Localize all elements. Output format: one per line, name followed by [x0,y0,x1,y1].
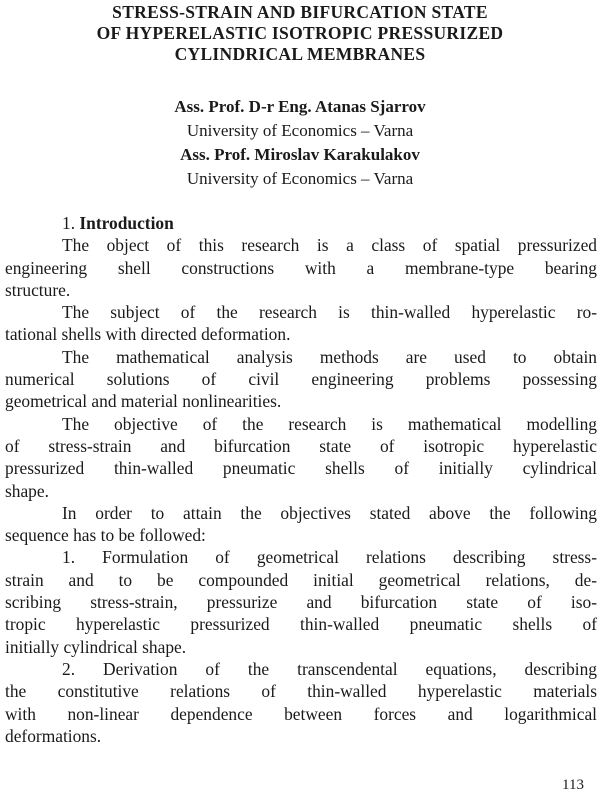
paragraphs [5,234,597,747]
text-line: initially cylindrical shape. [5,636,187,657]
text-line: sequence has to be followed: [5,525,206,546]
section-heading [62,212,597,234]
author-affiliation: University of Economics – Varna [186,169,414,188]
paper-title [0,2,600,65]
text-line: 2. Derivation of the transcendental equations, describing [62,658,597,679]
text-line: The subject of the research is thin-walled hyperelastic ro- [62,302,597,323]
title-line: CYLINDRICAL MEMBRANES [174,44,426,64]
text-line: of stress-strain and bifurcation state of isotropic hyperelastic [5,435,597,456]
author-name: Ass. Prof. Miroslav Karakulakov [180,145,420,164]
title-line: STRESS-STRAIN AND BIFURCATION STATE [112,2,488,22]
text-line: numerical solutions of civil engineering problems possessing [5,369,597,390]
paragraph [5,502,597,547]
text-line: engineering shell constructions with a membrane-type bearing [5,257,597,278]
section-title: Introduction [79,213,174,233]
text-line: structure. [5,279,71,300]
text-line: deformations. [5,725,102,746]
text-line: tational shells with directed deformation. [5,324,291,345]
text-line: pressurized thin-walled pneumatic shells of initially cylindrical [5,458,597,479]
text-line: The object of this research is a class of spatial pressurized [62,235,597,256]
body-text [5,212,597,747]
title-line: OF HYPERELASTIC ISOTROPIC PRESSURIZED [96,23,504,43]
page-number: 113 [562,777,584,793]
text-line: In order to attain the objectives stated above the following [62,502,597,523]
paragraph [5,413,597,502]
text-line: tropic hyperelastic pressurized thin-walled pneumatic shells of [5,614,597,635]
paragraph [5,301,597,346]
paragraph [5,346,597,413]
text-line: 1. Formulation of geometrical relations describing stress- [62,547,597,568]
text-line: shape. [5,480,49,501]
section-number: 1. [62,213,76,233]
text-line: The objective of the research is mathematical modelling [62,413,597,434]
paragraph [5,658,597,747]
paragraph [5,546,597,657]
text-line: with non-linear dependence between forces and logarithmical [5,703,597,724]
authors-block [0,95,600,191]
text-line: the constitutive relations of thin-walled hyperelastic materials [5,681,597,702]
text-line: strain and to be compounded initial geometrical relations, de- [5,569,597,590]
text-line: geometrical and material nonlinearities. [5,391,282,412]
author-affiliation: University of Economics – Varna [186,121,414,140]
author-name: Ass. Prof. D-r Eng. Atanas Sjarrov [174,97,426,116]
text-line: The mathematical analysis methods are used to obtain [62,346,597,367]
text-line: scribing stress-strain, pressurize and bifurcation state of iso- [5,592,597,613]
paragraph [5,234,597,301]
